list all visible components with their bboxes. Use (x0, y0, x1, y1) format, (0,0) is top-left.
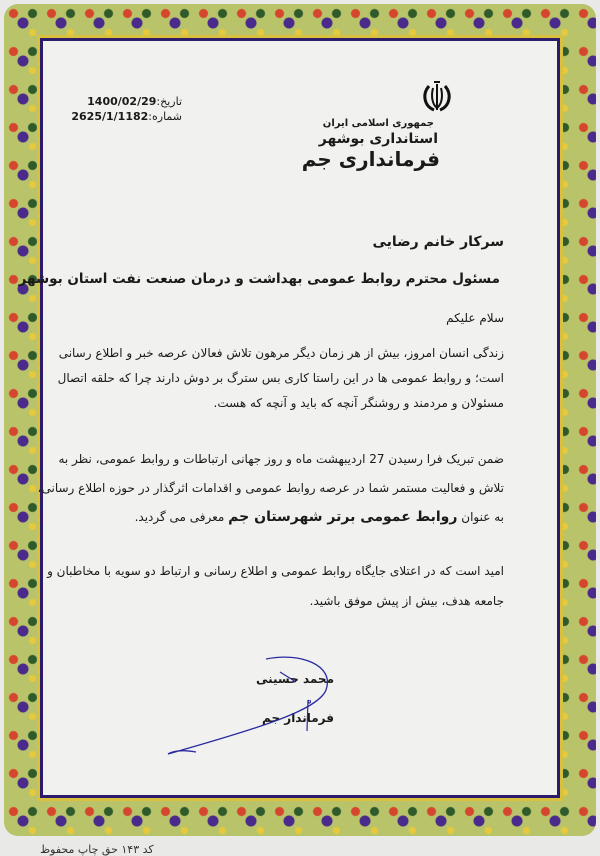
number-label: شماره: (148, 110, 182, 123)
signatory-title: فرماندار جم (262, 711, 334, 725)
paragraph1-line: مسئولان و مردمند و روشنگر آنچه که باید و آنچه که هست. (213, 396, 504, 410)
letterhead-province: استانداری بوشهر (318, 131, 438, 147)
iran-emblem-icon (420, 80, 454, 114)
letterhead-country: جمهوری اسلامی ایران (322, 118, 434, 129)
emphasis-text: روابط عمومی برتر شهرستان جم (228, 509, 458, 525)
paragraph3-line: امید است که در اعتلای جایگاه روابط عمومی و اطلاع رسانی و ارتباط دو سویه با مخاطبان و (47, 564, 504, 578)
date-label: تاریخ: (156, 95, 182, 108)
greeting: سلام علیکم (446, 311, 504, 325)
number-value: 2625/1/1182 (71, 110, 149, 123)
recipient-title: مسئول محترم روابط عمومی بهداشت و درمان صنعت نفت استان بوشهر (18, 271, 500, 287)
paragraph1-line: زندگی انسان امروز، بیش از هر زمان دیگر مرهون تلاش فعالان عرصه خبر و اطلاع رسانی (58, 346, 504, 360)
paragraph2-emphasis-line (135, 509, 504, 525)
number-line (71, 110, 182, 123)
paragraph3-line: جامعه هدف، بیش از پیش موفق باشید. (309, 594, 504, 608)
emphasis-prefix: به عنوان (461, 510, 504, 524)
emphasis-suffix: معرفی می گردید. (134, 510, 225, 524)
paragraph2-line: ضمن تبریک فرا رسیدن 27 اردیبهشت ماه و روز جهانی ارتباطات و روابط عمومی، نظر به (58, 452, 504, 466)
paragraph1-line: است؛ و روابط عمومی ها در این راستا کاری بس سترگ بر دوش دارند چرا که حلقه اتصال (57, 371, 504, 385)
recipient: سرکار خانم رضایی (372, 234, 504, 250)
footer-print-code: کد ۱۴۳ حق چاپ محفوظ (40, 843, 154, 856)
date-line (87, 95, 182, 108)
letterhead-county: فرمانداری جم (301, 147, 440, 171)
date-value: 1400/02/29 (87, 95, 157, 108)
paragraph2-line: تلاش و فعالیت مستمر شما در عرصه روابط عمومی و اقدامات اثرگذار در حوزه اطلاع رسانی، (37, 481, 504, 495)
signatory-name: محمد حسینی (255, 672, 334, 686)
